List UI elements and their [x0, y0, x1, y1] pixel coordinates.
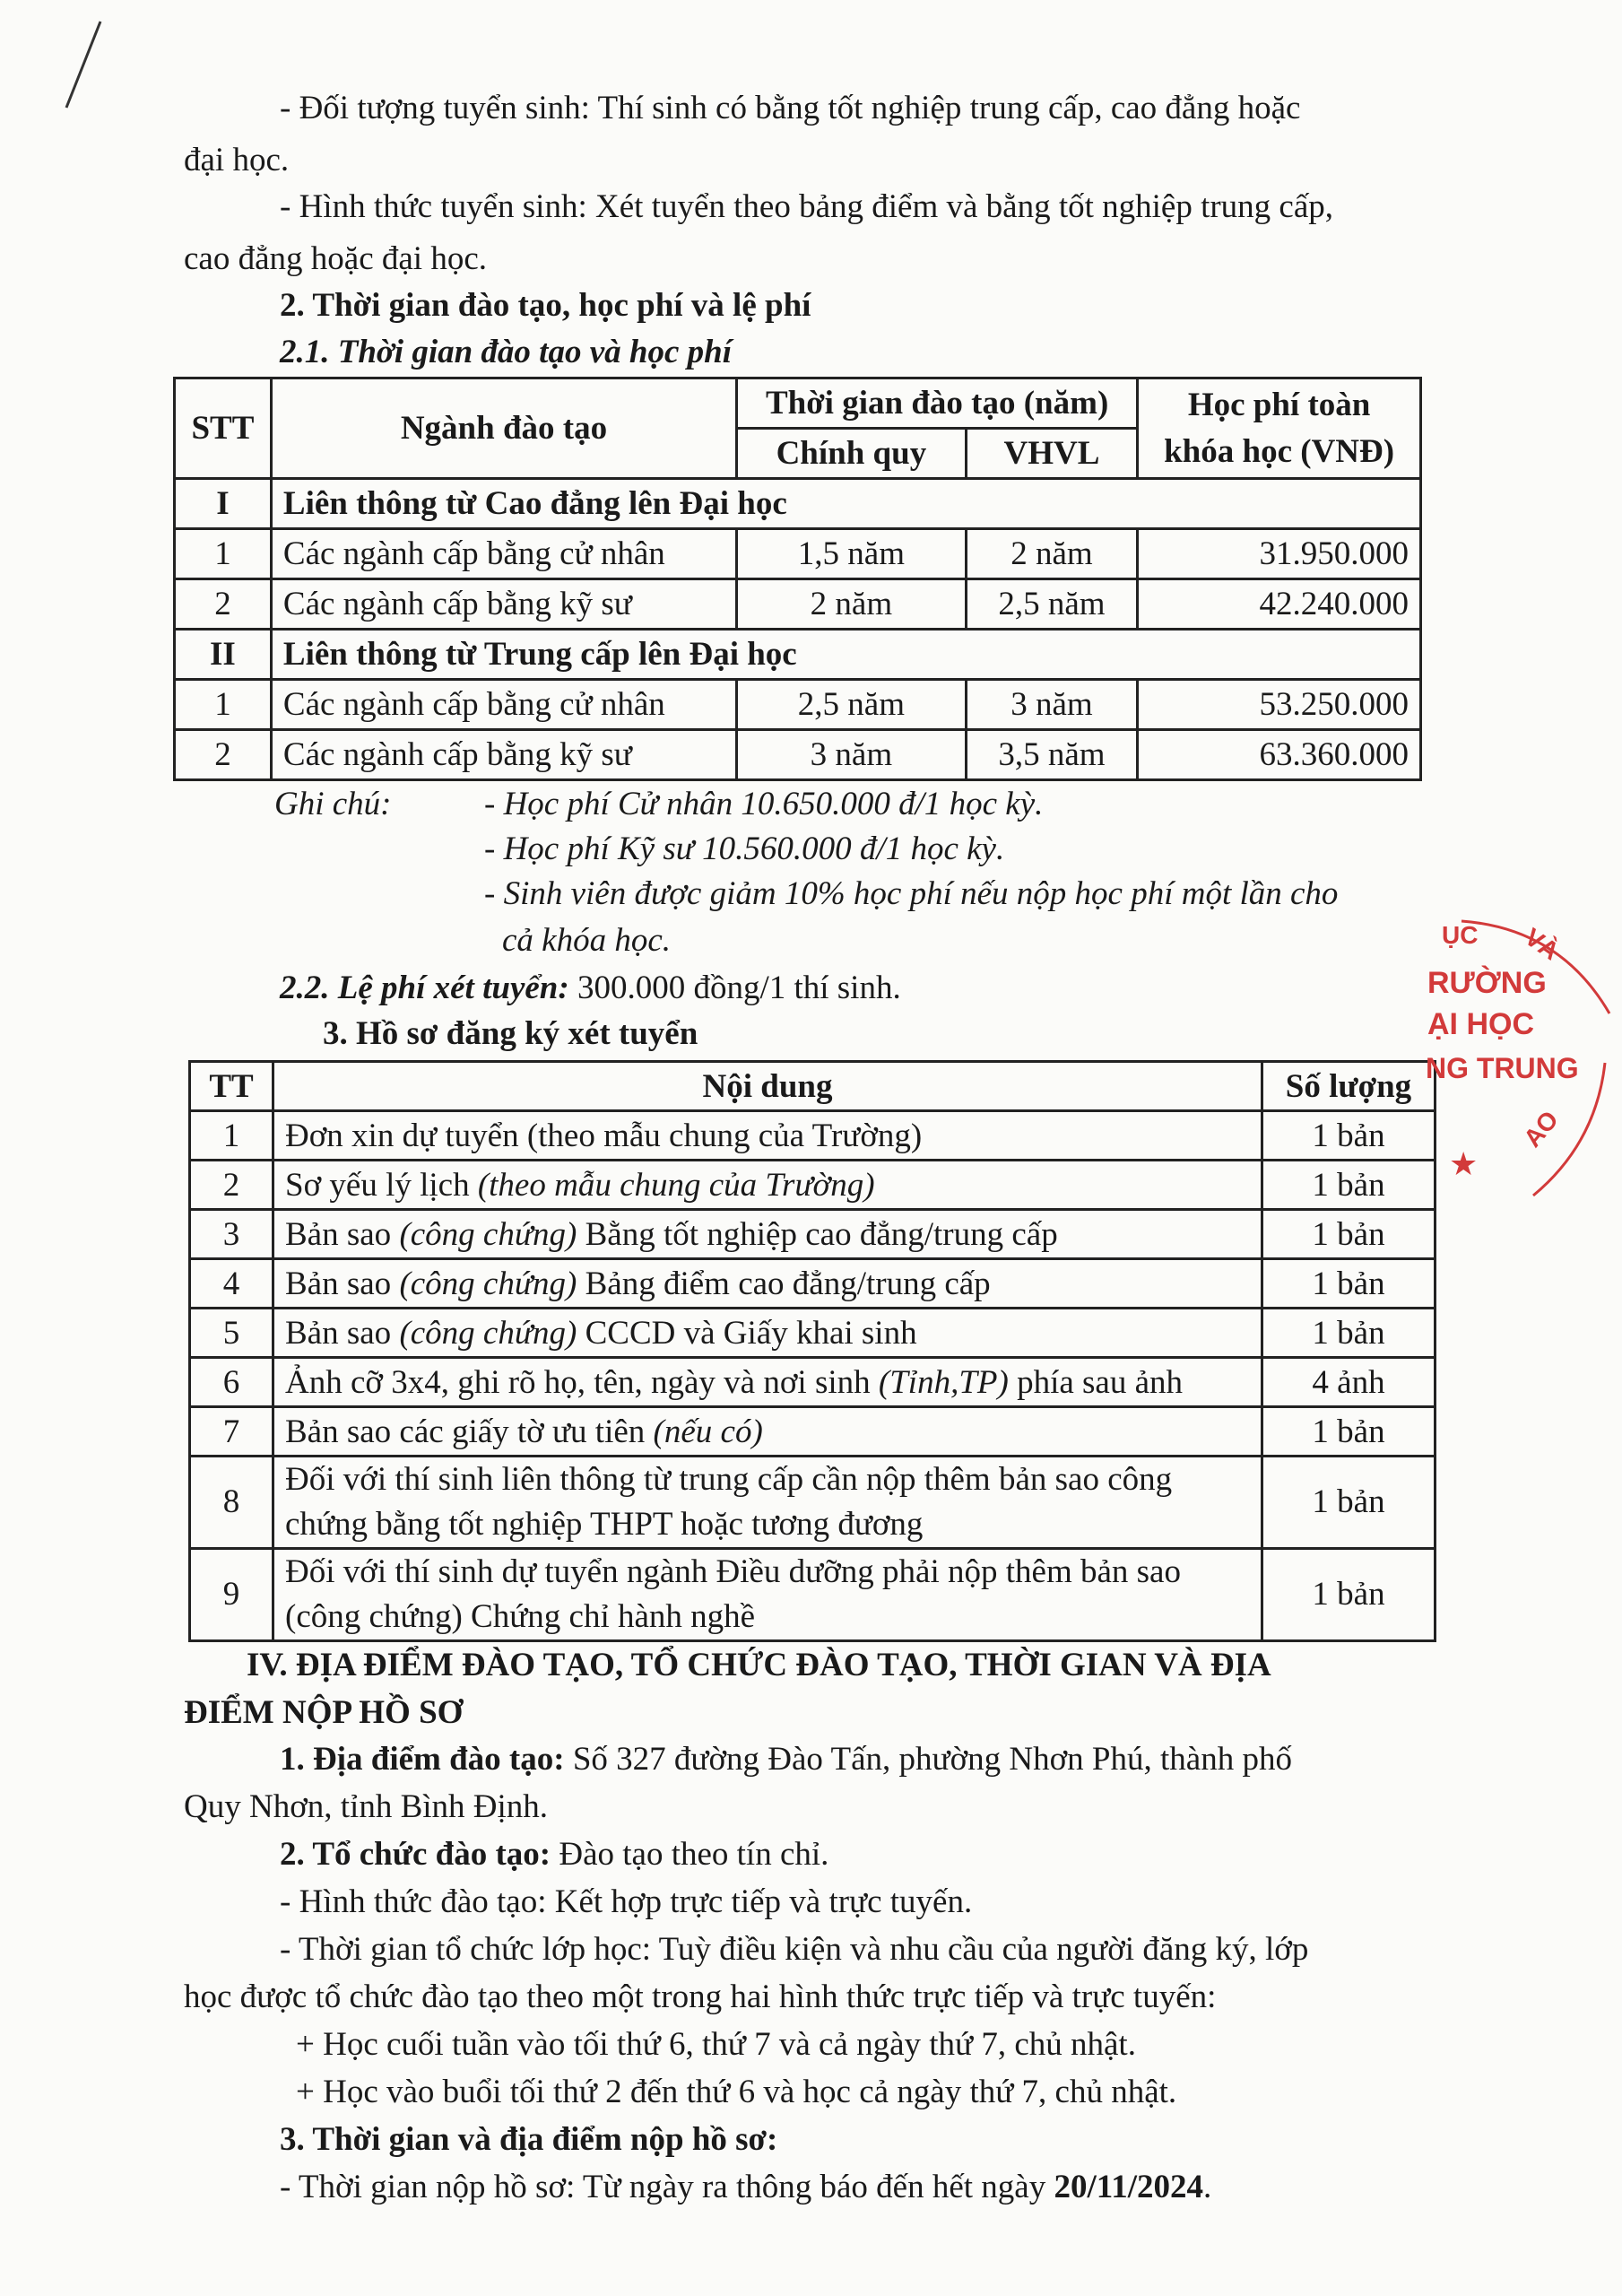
thoi-gian-lop-hoc-line2: học được tổ chức đào tạo theo một trong hai hình thức trực tiếp và trực tuyến: — [184, 1979, 1217, 2015]
le-phi-value: 300.000 đồng/1 thí sinh. — [568, 970, 901, 1006]
doc-text: phía sau ảnh — [1008, 1363, 1184, 1401]
table-row — [175, 680, 1421, 730]
doc-tt: 1 — [190, 1111, 273, 1161]
seal-text-top-right: VÀ — [1519, 922, 1565, 966]
thoi-gian-nop-ho-so — [280, 2165, 1211, 2210]
doc-soluong: 1 bản — [1262, 1161, 1436, 1210]
doc-text-line1: Đối với thí sinh liên thông từ trung cấp cần nộp thêm bản sao công — [285, 1461, 1173, 1498]
fee-group-row — [175, 479, 1421, 529]
hinh-thuc-line1: - Hình thức tuyển sinh: Xét tuyển theo bảng điểm và bằng tốt nghiệp trung cấp, — [280, 188, 1334, 225]
nop-ho-so-end: . — [1202, 2169, 1212, 2205]
fee-header-hocphi — [1138, 378, 1421, 479]
doc-text: Bản sao các giấy tờ ưu tiên — [285, 1413, 654, 1450]
doc-noidung — [273, 1259, 1262, 1309]
doc-tt: 4 — [190, 1259, 273, 1309]
table-row — [190, 1358, 1436, 1407]
le-phi-xet-tuyen — [280, 966, 901, 1011]
to-chuc-text: Đào tạo theo tín chỉ. — [551, 1836, 829, 1873]
doc-soluong: 1 bản — [1262, 1210, 1436, 1259]
doc-text: Bản sao — [285, 1265, 400, 1302]
doc-text-italic: (công chứng) — [399, 1215, 577, 1253]
doc-soluong: 1 bản — [1262, 1549, 1436, 1641]
doc-text-line1: Đối với thí sinh dự tuyển ngành Điều dưỡng phải nộp thêm bản sao — [285, 1553, 1181, 1590]
fee-vhvl: 3,5 năm — [966, 730, 1137, 780]
dia-diem-text: Số 327 đường Đào Tấn, phường Nhơn Phú, thành phố — [564, 1741, 1292, 1778]
fee-table — [173, 377, 1422, 781]
doc-tt: 3 — [190, 1210, 273, 1259]
doc-noidung — [273, 1358, 1262, 1407]
doc-noidung — [273, 1210, 1262, 1259]
red-seal — [1426, 910, 1614, 1206]
fee-header-stt: STT — [175, 378, 272, 479]
fee-nganh: Các ngành cấp bằng cử nhân — [271, 529, 736, 579]
nop-ho-so-deadline: 20/11/2024 — [1054, 2169, 1203, 2205]
fee-stt: 1 — [175, 529, 272, 579]
thoi-gian-lop-hoc-line1: - Thời gian tổ chức lớp học: Tuỳ điều kiện và nhu cầu của người đăng ký, lớp — [280, 1931, 1309, 1968]
doc-noidung — [273, 1309, 1262, 1358]
doc-soluong: 1 bản — [1262, 1407, 1436, 1457]
fee-group-title: Liên thông từ Cao đẳng lên Đại học — [271, 479, 1420, 529]
seal-star-icon: ★ — [1449, 1145, 1479, 1182]
fee-vhvl: 2 năm — [966, 529, 1137, 579]
doc-noidung — [273, 1549, 1262, 1641]
fee-vhvl: 3 năm — [966, 680, 1137, 730]
hinh-thuc-line2: cao đẳng hoặc đại học. — [184, 240, 487, 277]
doc-soluong: 1 bản — [1262, 1309, 1436, 1358]
table-row — [190, 1457, 1436, 1549]
seal-text-truong: RƯỜNG — [1427, 966, 1547, 1000]
doc-text-line2: chứng bằng tốt nghiệp THPT hoặc tương đương — [285, 1506, 924, 1543]
note-giam-hoc-phi-2: cả khóa học. — [502, 922, 672, 959]
fee-header-hocphi-line1: Học phí toàn — [1187, 386, 1371, 423]
seal-text-dai-hoc: ẠI HỌC — [1427, 1007, 1534, 1041]
fee-nganh: Các ngành cấp bằng kỹ sư — [271, 730, 736, 780]
to-chuc-dao-tao — [280, 1832, 828, 1877]
doc-text: Bằng tốt nghiệp cao đẳng/trung cấp — [577, 1215, 1058, 1253]
doc-soluong: 1 bản — [1262, 1259, 1436, 1309]
doc-text: Sơ yếu lý lịch — [285, 1166, 478, 1204]
note-ky-su: - Học phí Kỹ sư 10.560.000 đ/1 học kỳ. — [484, 831, 1005, 867]
doc-header-soluong: Số lượng — [1262, 1062, 1436, 1111]
fee-group-no: II — [175, 630, 272, 680]
fee-amount: 42.240.000 — [1138, 579, 1421, 630]
doc-tt: 9 — [190, 1549, 273, 1641]
fee-amount: 53.250.000 — [1138, 680, 1421, 730]
nop-ho-so-text: - Thời gian nộp hồ sơ: Từ ngày ra thông báo đến hết ngày — [280, 2169, 1054, 2205]
doc-noidung — [273, 1407, 1262, 1457]
fee-header-vhvl: VHVL — [966, 429, 1137, 479]
fee-chinhquy: 2,5 năm — [737, 680, 967, 730]
doc-tt: 5 — [190, 1309, 273, 1358]
doc-text-italic: (công chứng) — [399, 1314, 577, 1352]
doc-text: Bảng điểm cao đẳng/trung cấp — [577, 1265, 991, 1302]
doc-soluong: 4 ảnh — [1262, 1358, 1436, 1407]
dia-diem-line1 — [280, 1737, 1292, 1782]
table-row — [190, 1259, 1436, 1309]
table-row — [190, 1549, 1436, 1641]
doc-soluong: 1 bản — [1262, 1111, 1436, 1161]
doc-tt: 7 — [190, 1407, 273, 1457]
table-row — [190, 1309, 1436, 1358]
doi-tuong-line1: - Đối tượng tuyển sinh: Thí sinh có bằng tốt nghiệp trung cấp, cao đẳng hoặc — [280, 90, 1301, 126]
doc-header-tt: TT — [190, 1062, 273, 1111]
fee-group-row — [175, 630, 1421, 680]
table-row — [190, 1210, 1436, 1259]
note-giam-hoc-phi-1: - Sinh viên được giảm 10% học phí nếu nộp học phí một lần cho — [484, 875, 1339, 912]
note-cu-nhan: - Học phí Cử nhân 10.650.000 đ/1 học kỳ. — [484, 786, 1044, 822]
dia-diem-line2: Quy Nhơn, tỉnh Bình Định. — [184, 1788, 549, 1825]
pen-mark — [54, 18, 108, 117]
fee-stt: 2 — [175, 730, 272, 780]
fee-chinhquy: 2 năm — [737, 579, 967, 630]
dia-diem-label: 1. Địa điểm đào tạo: — [280, 1741, 565, 1778]
doc-table — [188, 1060, 1436, 1642]
fee-header-chinhquy: Chính quy — [737, 429, 967, 479]
section4-title-line2: ĐIỂM NỘP HỒ SƠ — [184, 1694, 464, 1731]
section4-title-line1: IV. ĐỊA ĐIỂM ĐÀO TẠO, TỔ CHỨC ĐÀO TẠO, THỜI GIAN VÀ ĐỊA — [247, 1647, 1271, 1683]
doc-text-line2: (công chứng) Chứng chỉ hành nghề — [285, 1598, 756, 1635]
fee-group-no: I — [175, 479, 272, 529]
nop-ho-so-title: 3. Thời gian và địa điểm nộp hồ sơ: — [280, 2121, 778, 2158]
doc-tt: 2 — [190, 1161, 273, 1210]
fee-amount: 63.360.000 — [1138, 730, 1421, 780]
fee-group-title: Liên thông từ Trung cấp lên Đại học — [271, 630, 1420, 680]
notes-label: Ghi chú: — [274, 786, 392, 822]
fee-stt: 1 — [175, 680, 272, 730]
table-row — [175, 529, 1421, 579]
le-phi-label: 2.2. Lệ phí xét tuyển: — [280, 970, 569, 1006]
lop-hoc-option-1: + Học cuối tuần vào tối thứ 6, thứ 7 và cả ngày thứ 7, chủ nhật. — [296, 2026, 1136, 2063]
table-row — [190, 1407, 1436, 1457]
doc-tt: 6 — [190, 1358, 273, 1407]
doc-soluong: 1 bản — [1262, 1457, 1436, 1549]
doc-noidung — [273, 1161, 1262, 1210]
fee-chinhquy: 1,5 năm — [737, 529, 967, 579]
doc-text-italic: (nếu có) — [653, 1413, 763, 1450]
table-row — [175, 579, 1421, 630]
fee-nganh: Các ngành cấp bằng cử nhân — [271, 680, 736, 730]
fee-header-thoigian: Thời gian đào tạo (năm) — [737, 378, 1138, 429]
seal-text-bottom: AO — [1518, 1105, 1564, 1152]
table-row — [175, 730, 1421, 780]
doc-noidung: Đơn xin dự tuyển (theo mẫu chung của Trường) — [273, 1111, 1262, 1161]
fee-header-hocphi-line2: khóa học (VNĐ) — [1164, 432, 1395, 470]
table-row — [190, 1161, 1436, 1210]
fee-chinhquy: 3 năm — [737, 730, 967, 780]
hinh-thuc-dao-tao: - Hình thức đào tạo: Kết hợp trực tiếp và trực tuyến. — [280, 1883, 973, 1920]
to-chuc-label: 2. Tổ chức đào tạo: — [280, 1836, 551, 1873]
doc-text-italic: (theo mẫu chung của Trường) — [477, 1166, 875, 1204]
doc-text: CCCD và Giấy khai sinh — [577, 1314, 917, 1352]
fee-nganh: Các ngành cấp bằng kỹ sư — [271, 579, 736, 630]
doc-text-italic: (Tỉnh,TP) — [878, 1363, 1009, 1401]
doc-header-noidung: Nội dung — [273, 1062, 1262, 1111]
table-row — [190, 1111, 1436, 1161]
doc-text: Ảnh cỡ 3x4, ghi rõ họ, tên, ngày và nơi sinh — [285, 1363, 879, 1401]
lop-hoc-option-2: + Học vào buổi tối thứ 2 đến thứ 6 và học cả ngày thứ 7, chủ nhật. — [296, 2074, 1177, 2110]
doc-tt: 8 — [190, 1457, 273, 1549]
doc-text: Bản sao — [285, 1215, 400, 1253]
fee-stt: 2 — [175, 579, 272, 630]
doi-tuong-line2: đại học. — [184, 142, 290, 178]
fee-amount: 31.950.000 — [1138, 529, 1421, 579]
seal-text-name: NG TRUNG — [1426, 1052, 1579, 1084]
fee-header-nganh: Ngành đào tạo — [271, 378, 736, 479]
section3-title: 3. Hồ sơ đăng ký xét tuyển — [323, 1015, 698, 1052]
doc-text-italic: (công chứng) — [399, 1265, 577, 1302]
doc-noidung — [273, 1457, 1262, 1549]
seal-text-top: ỤC — [1442, 921, 1479, 949]
section2-1-title: 2.1. Thời gian đào tạo và học phí — [280, 334, 732, 370]
fee-vhvl: 2,5 năm — [966, 579, 1137, 630]
doc-text: Bản sao — [285, 1314, 400, 1352]
section2-title: 2. Thời gian đào tạo, học phí và lệ phí — [280, 287, 811, 324]
